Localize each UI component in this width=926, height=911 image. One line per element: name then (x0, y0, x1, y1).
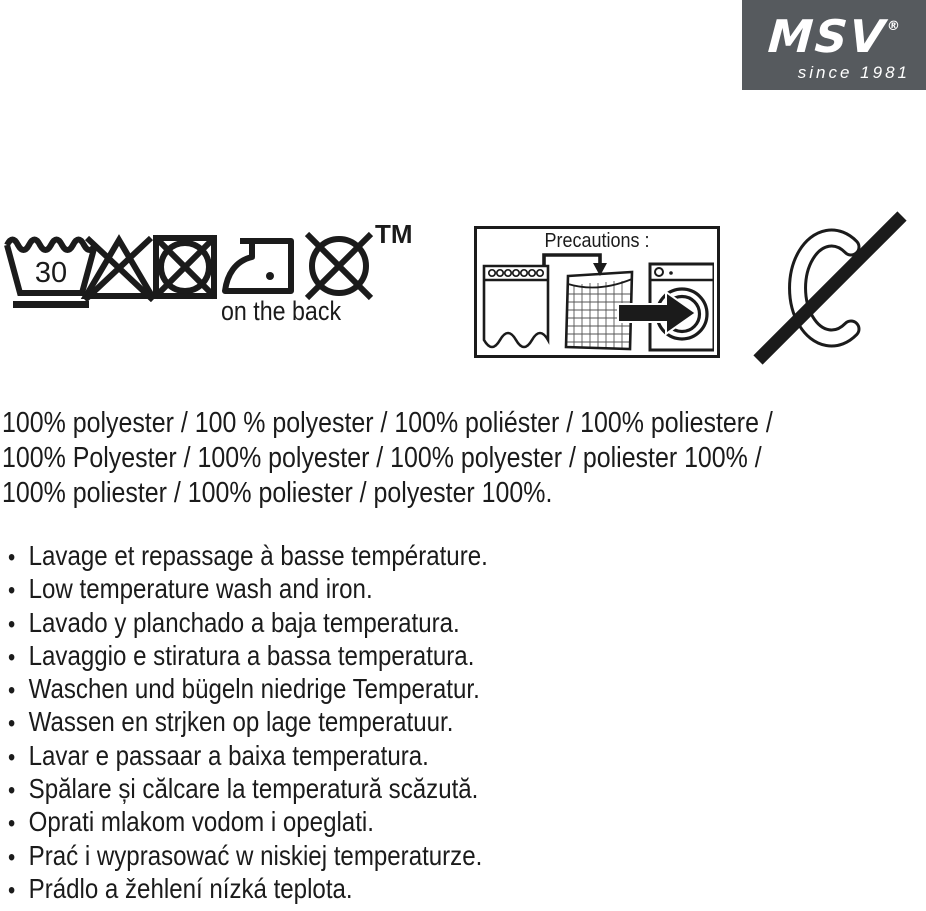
care-instruction-item (8, 840, 488, 873)
precautions-title: Precautions : (544, 230, 650, 252)
no-curtain-rings-icon (750, 203, 920, 373)
composition-line: 100% Polyester / 100% polyester / 100% polyester / poliester 100% / (2, 442, 762, 474)
care-instruction-item (8, 573, 488, 606)
care-instruction-text: Lavado y planchado a baja temperatura. (28, 606, 460, 638)
precautions-panel (474, 226, 720, 358)
bullet-dot: • (8, 610, 16, 638)
bullet-dot: • (8, 544, 16, 571)
care-instruction-text: Lavaggio e stiratura a bassa temperatura. (28, 639, 475, 671)
composition-text (2, 406, 773, 511)
care-instruction-item (8, 640, 488, 673)
care-instruction-text: Lavage et repassage à basse température. (28, 540, 488, 571)
logo-tagline: since 1981 (797, 63, 910, 82)
care-instruction-item (8, 740, 488, 773)
care-instructions-list (8, 540, 488, 906)
care-instruction-text: Prádlo a žehlení nízká teplota. (28, 872, 353, 904)
care-instruction-text: Lavar e passaar a baixa temperatura. (28, 739, 429, 771)
care-instruction-text: Oprati mlakom vodom i opeglati. (28, 806, 374, 838)
composition-line: 100% polyester / 100 % polyester / 100% poliéster / 100% poliestere / (2, 407, 773, 439)
composition-line: 100% poliester / 100% poliester / polyester 100%. (2, 477, 553, 509)
bullet-dot: • (8, 743, 16, 771)
iron-low-heat-icon (221, 233, 295, 297)
bullet-dot: • (8, 876, 16, 904)
bullet-dot: • (8, 843, 16, 871)
bullet-dot: • (8, 577, 16, 605)
care-instruction-item (8, 607, 488, 640)
brand-name: MSV (766, 10, 889, 63)
msv-logo-box (742, 0, 926, 90)
care-instruction-text: Wassen en strjken op lage temperatuur. (28, 706, 454, 738)
msv-logo (740, 3, 926, 61)
curtain-icon (484, 266, 548, 347)
care-instruction-item (8, 873, 488, 906)
bullet-dot: • (8, 677, 16, 705)
care-instruction-item (8, 806, 488, 839)
care-instruction-item (8, 773, 488, 806)
care-instruction-text: Spălare și călcare la temperatură scăzută. (28, 773, 479, 805)
care-instruction-text: Low temperature wash and iron. (28, 573, 373, 605)
care-instruction-text: Waschen und bügeln niedrige Temperatur. (28, 673, 480, 705)
care-instruction-item (8, 540, 488, 573)
trademark-text: TM (375, 219, 413, 249)
precautions-illustration (480, 252, 714, 352)
on-the-back-note: on the back (221, 296, 342, 326)
bullet-dot: • (8, 643, 16, 671)
care-instruction-text: Prać i wyprasować w niskiej temperaturze. (28, 839, 483, 871)
do-not-dry-clean-icon (302, 227, 376, 303)
bullet-dot: • (8, 810, 16, 838)
registered-trademark-icon: ® (886, 19, 901, 34)
bullet-dot: • (8, 710, 16, 738)
care-instruction-item (8, 673, 488, 706)
wash-temperature-value: 30 (34, 257, 68, 289)
do-not-tumble-dry-icon (152, 230, 218, 302)
do-not-bleach-icon (80, 234, 158, 302)
bullet-dot: • (8, 777, 16, 805)
care-instruction-item (8, 706, 488, 739)
elbow-arrow-icon (544, 255, 607, 276)
